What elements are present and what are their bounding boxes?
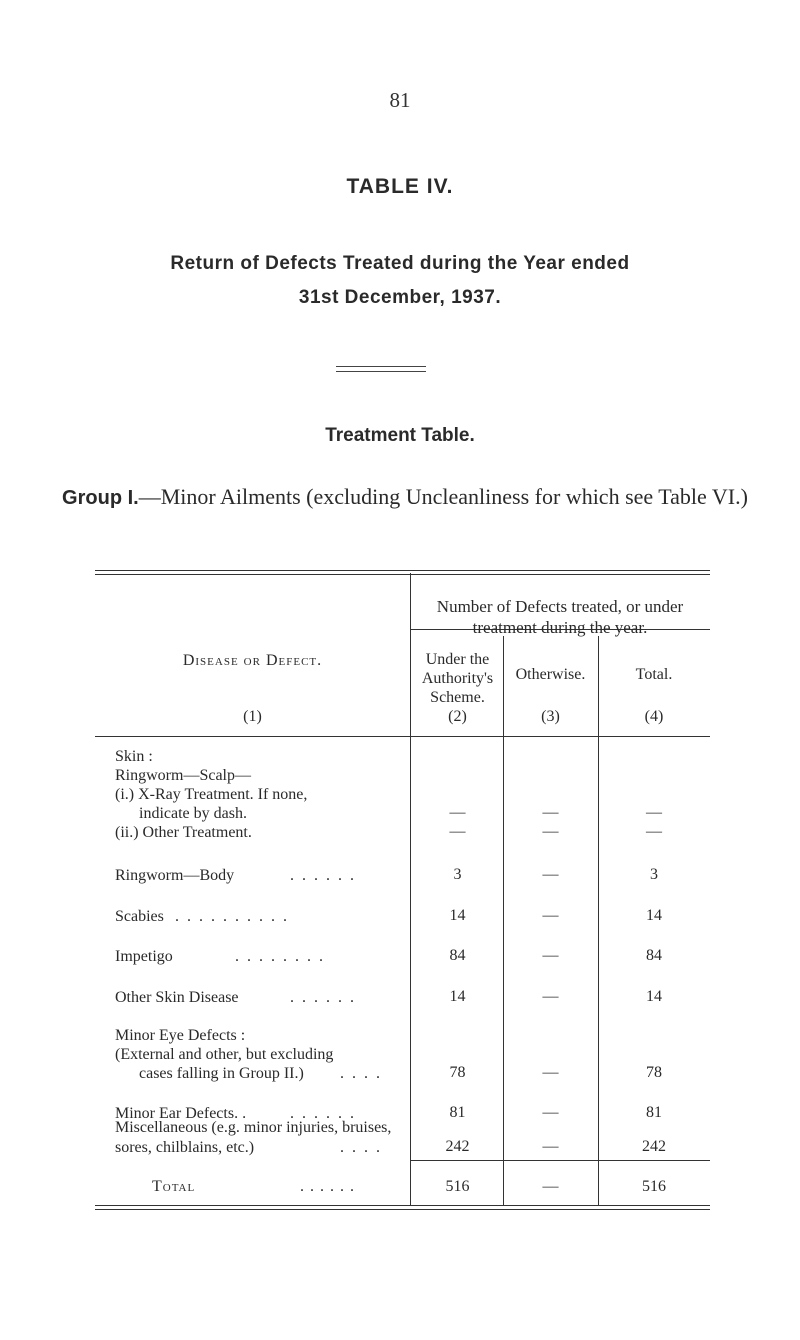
skin-heading: Skin :	[115, 748, 153, 765]
header-authority-scheme: Under the Authority's Scheme.	[421, 651, 494, 706]
xray-treatment-note: indicate by dash.	[139, 805, 247, 822]
header-col-2-number: (2)	[448, 708, 467, 725]
other-treatment-col3-value: —	[542, 823, 559, 840]
other-treatment-col4-value: —	[646, 823, 662, 840]
header-col-4-number: (4)	[644, 708, 664, 725]
table-row-label-line-2: (External and other, but excluding	[115, 1046, 334, 1063]
header-disease-or-defect: Disease or Defect.	[182, 652, 323, 669]
ringworm-scalp-label: Ringworm—Scalp—	[115, 767, 251, 784]
header-number-of-defects: Number of Defects treated, or under treatment during the year.	[436, 597, 684, 637]
table-cell-col4: 242	[642, 1138, 666, 1155]
table-row-label: Miscellaneous (e.g. minor injuries, bruises,	[115, 1119, 392, 1136]
table-cell-col4: 14	[646, 988, 662, 1005]
header-bottom-rule	[95, 736, 710, 737]
group-heading	[60, 480, 750, 515]
table-cell-col3: —	[542, 947, 559, 964]
table-top-rule	[95, 570, 710, 575]
table-cell-col2: 14	[449, 988, 466, 1005]
total-col2-value: 516	[445, 1178, 470, 1195]
xray-col3-value: —	[542, 804, 559, 821]
table-cell-col3: —	[542, 907, 559, 924]
table-cell-col3: —	[542, 1104, 559, 1121]
table-cell-col3: —	[542, 1138, 559, 1155]
table-cell-col4: 78	[646, 1064, 662, 1081]
group-text: —Minor Ailments (excluding Uncleanliness for which see Table VI.)	[138, 484, 748, 509]
xray-col2-value: —	[449, 804, 466, 821]
total-col4-value: 516	[642, 1178, 666, 1195]
table-subtitle-line-2: 31st December, 1937.	[298, 287, 502, 308]
decorative-double-rule	[336, 366, 426, 372]
table-row-label-line-3: cases falling in Group II.) . . . .	[139, 1065, 382, 1082]
table-cell-col2: 14	[449, 907, 466, 924]
table-cell-col4: 84	[646, 947, 662, 964]
xray-col4-value: —	[646, 804, 662, 821]
table-cell-col3: —	[542, 988, 559, 1005]
table-cell-col4: 81	[646, 1104, 662, 1121]
table-cell-col3: —	[542, 1064, 559, 1081]
header-col-1-number: (1)	[243, 708, 262, 725]
table-row-label: Minor Ear Defects. . . . . . . .	[115, 1105, 356, 1122]
total-separator-rule	[410, 1160, 710, 1161]
table-cell-col2: 78	[449, 1064, 466, 1081]
xray-treatment-label: (i.) X-Ray Treatment. If none,	[115, 786, 308, 803]
table-row-label: Other Skin Disease . . . . . .	[115, 989, 356, 1006]
table-row-label: Minor Eye Defects :	[115, 1027, 246, 1044]
group-label: Group I.	[62, 487, 139, 509]
treatment-table-title: Treatment Table.	[325, 425, 475, 446]
table-bottom-rule	[95, 1205, 710, 1210]
table-row-label-line-2: sores, chilblains, etc.) . . . .	[115, 1139, 382, 1156]
header-total: Total.	[635, 666, 673, 683]
table-row-label: Impetigo . . . . . . . .	[115, 948, 325, 965]
header-otherwise: Otherwise.	[515, 666, 586, 683]
other-treatment-label: (ii.) Other Treatment.	[115, 824, 252, 841]
table-cell-col2: 84	[449, 947, 466, 964]
table-cell-col3: —	[542, 866, 559, 883]
table-cell-col2: 81	[449, 1104, 466, 1121]
table-row-label: Ringworm—Body . . . . . .	[115, 867, 356, 884]
header-col-3-number: (3)	[541, 708, 560, 725]
table-cell-col4: 3	[650, 866, 658, 883]
table-cell-col2: 242	[445, 1138, 470, 1155]
table-cell-col4: 14	[646, 907, 662, 924]
page-number: 81	[389, 88, 411, 112]
total-col3-value: —	[542, 1178, 559, 1195]
table-title: TABLE IV.	[346, 175, 454, 198]
table-row-label: Scabies . . . . . . . . . .	[115, 908, 289, 925]
other-treatment-col2-value: —	[449, 823, 466, 840]
table-cell-col2: 3	[453, 866, 462, 883]
table-subtitle-line-1: Return of Defects Treated during the Year ended	[170, 253, 630, 274]
